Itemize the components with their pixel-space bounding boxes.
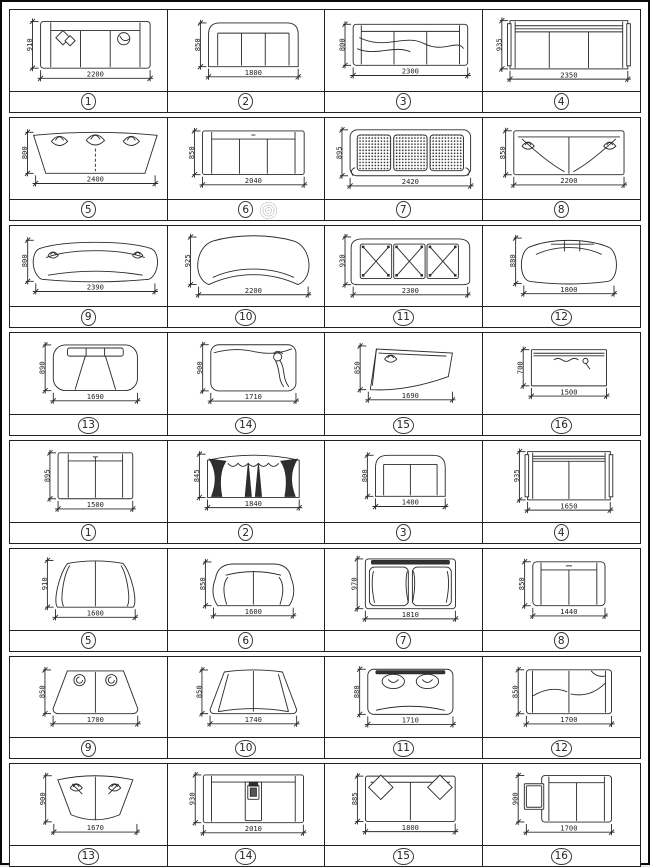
number-row	[10, 630, 640, 651]
sofa-drawing	[325, 118, 482, 199]
sofa-cell	[325, 10, 483, 91]
sofa-cell	[10, 657, 168, 738]
sofa-drawing	[10, 118, 167, 199]
drawing-row	[10, 226, 640, 307]
drawing-row	[10, 118, 640, 199]
sofa-cell	[483, 549, 641, 630]
width-dim-label: 1650	[559, 501, 578, 511]
blocks-table	[9, 9, 641, 863]
item-number-badge: 6	[238, 201, 253, 218]
width-dim-label: 1500	[86, 500, 104, 510]
sofa-cell	[168, 441, 326, 522]
drawing-row	[10, 333, 640, 414]
width-dim-label: 1700	[86, 714, 104, 724]
width-dim-label: 1670	[86, 823, 104, 833]
item-number-badge: 4	[554, 524, 569, 541]
height-dim-label: 880	[507, 253, 517, 267]
item-number-badge: 8	[554, 201, 569, 218]
sofa-cell	[168, 10, 326, 91]
height-dim-label: 910	[39, 577, 49, 591]
sofa-cell	[325, 764, 483, 845]
sofa-cell	[325, 441, 483, 522]
width-dim-label: 2350	[559, 70, 578, 80]
sofa-drawing	[10, 10, 167, 91]
item-number-badge: 4	[554, 93, 569, 110]
item-number-cell	[10, 92, 168, 112]
width-dim-label: 1800	[244, 67, 262, 77]
sofa-drawing	[168, 118, 325, 199]
height-dim-label: 800	[19, 146, 29, 160]
sofa-drawing	[168, 764, 325, 845]
sofa-drawing	[483, 10, 641, 91]
sofa-cell	[483, 226, 641, 307]
item-number-badge: 7	[396, 201, 411, 218]
sofa-cell	[483, 118, 641, 199]
row-group	[9, 332, 641, 436]
sofa-drawing	[10, 441, 167, 522]
height-dim-label: 850	[192, 38, 202, 52]
sofa-drawing	[483, 226, 641, 307]
height-dim-label: 910	[24, 38, 34, 52]
drawing-row	[10, 441, 640, 522]
item-number-cell	[168, 415, 326, 435]
item-number-cell	[10, 415, 168, 435]
item-number-badge: 16	[551, 417, 572, 434]
item-number-cell	[168, 200, 326, 220]
row-group	[9, 9, 641, 113]
item-number-badge: 15	[393, 417, 414, 434]
row-group	[9, 656, 641, 760]
sofa-drawing	[168, 657, 325, 738]
sofa-cell	[10, 118, 168, 199]
number-row	[10, 306, 640, 327]
sofa-drawing	[10, 226, 167, 307]
width-dim-label: 1600	[244, 606, 262, 616]
sofa-cell	[10, 226, 168, 307]
sofa-drawing	[483, 657, 641, 738]
number-row	[10, 199, 640, 220]
item-number-cell	[10, 307, 168, 327]
item-number-cell	[168, 523, 326, 543]
height-dim-label: 700	[515, 361, 525, 375]
sofa-cell	[10, 441, 168, 522]
width-dim-label: 1500	[559, 387, 578, 397]
height-dim-label: 850	[516, 577, 526, 591]
item-number-cell	[168, 738, 326, 758]
row-group	[9, 117, 641, 221]
height-dim-label: 850	[193, 685, 203, 698]
sofa-cell	[10, 10, 168, 91]
width-dim-label: 1710	[401, 715, 419, 725]
item-number-badge: 1	[81, 93, 96, 110]
item-number-cell	[325, 631, 483, 651]
width-dim-label: 2200	[86, 69, 104, 79]
sofa-drawing	[168, 10, 325, 91]
sofa-cell	[325, 226, 483, 307]
sofa-cell	[483, 333, 641, 414]
width-dim-label: 2200	[244, 285, 262, 295]
sofa-drawing	[325, 764, 482, 845]
drawing-row	[10, 764, 640, 845]
item-number-cell	[325, 738, 483, 758]
item-number-cell	[10, 738, 168, 758]
sofa-cell	[483, 657, 641, 738]
sofa-cell	[168, 657, 326, 738]
watermark-stamp	[259, 201, 278, 220]
item-number-badge: 3	[396, 524, 411, 541]
sofa-cell	[168, 764, 326, 845]
item-number-badge: 13	[78, 848, 99, 865]
item-number-cell	[10, 523, 168, 543]
item-number-badge: 12	[551, 740, 572, 757]
height-dim-label: 895	[334, 146, 344, 160]
item-number-cell	[483, 92, 641, 112]
item-number-badge: 12	[551, 309, 572, 326]
number-row	[10, 91, 640, 112]
item-number-cell	[168, 307, 326, 327]
sofa-cell	[483, 441, 641, 522]
number-row	[10, 737, 640, 758]
width-dim-label: 2300	[401, 66, 419, 76]
item-number-cell	[325, 92, 483, 112]
row-group	[9, 225, 641, 329]
sofa-cell	[325, 333, 483, 414]
sofa-drawing	[483, 764, 641, 845]
sofa-cell	[168, 226, 326, 307]
sofa-drawing	[168, 333, 325, 414]
sofa-drawing	[10, 549, 167, 630]
item-number-cell	[483, 307, 641, 327]
item-number-cell	[10, 846, 168, 866]
height-dim-label: 935	[511, 469, 521, 483]
height-dim-label: 845	[191, 469, 201, 483]
item-number-badge: 14	[235, 417, 256, 434]
item-number-badge: 6	[238, 632, 253, 649]
drawing-row	[10, 657, 640, 738]
sofa-cell	[10, 549, 168, 630]
height-dim-label: 850	[352, 361, 362, 375]
row-group	[9, 548, 641, 652]
sofa-cell	[325, 118, 483, 199]
height-dim-label: 890	[37, 361, 47, 375]
item-number-cell	[483, 846, 641, 866]
item-number-badge: 10	[235, 309, 256, 326]
height-dim-label: 900	[38, 792, 48, 806]
height-dim-label: 925	[182, 253, 192, 267]
item-number-badge: 10	[235, 740, 256, 757]
sofa-drawing	[325, 549, 482, 630]
sofa-drawing	[483, 333, 641, 414]
height-dim-label: 970	[349, 577, 359, 591]
item-number-badge: 5	[81, 632, 96, 649]
width-dim-label: 1810	[401, 609, 419, 619]
height-dim-label: 900	[194, 361, 204, 375]
item-number-badge: 11	[393, 740, 414, 757]
height-dim-label: 930	[337, 253, 347, 267]
item-number-badge: 16	[551, 848, 572, 865]
item-number-badge: 7	[396, 632, 411, 649]
item-number-cell	[10, 200, 168, 220]
height-dim-label: 850	[37, 685, 47, 698]
item-number-badge: 9	[81, 740, 96, 757]
height-dim-label: 800	[20, 253, 30, 267]
item-number-badge: 8	[554, 632, 569, 649]
height-dim-label: 885	[349, 792, 359, 806]
width-dim-label: 1740	[244, 714, 262, 724]
sofa-drawing	[10, 333, 167, 414]
sofa-cell	[10, 764, 168, 845]
width-dim-label: 1600	[86, 608, 104, 618]
item-number-badge: 15	[393, 848, 414, 865]
sofa-drawing	[168, 549, 325, 630]
item-number-cell	[10, 631, 168, 651]
height-dim-label: 895	[42, 469, 52, 483]
item-number-cell	[168, 92, 326, 112]
sofa-cell	[168, 333, 326, 414]
item-number-cell	[325, 846, 483, 866]
sofa-drawing	[325, 441, 482, 522]
sofa-drawing	[483, 118, 641, 199]
sofa-drawing	[483, 549, 641, 630]
height-dim-label: 935	[493, 38, 503, 52]
sofa-drawing	[325, 333, 482, 414]
width-dim-label: 1800	[559, 284, 578, 294]
sofa-drawing	[325, 10, 482, 91]
item-number-cell	[325, 200, 483, 220]
width-dim-label: 2010	[244, 824, 262, 834]
width-dim-label: 1400	[401, 497, 419, 507]
width-dim-label: 2300	[401, 285, 419, 295]
drawing-row	[10, 549, 640, 630]
row-group	[9, 440, 641, 544]
height-dim-label: 800	[359, 469, 369, 483]
drawing-row	[10, 10, 640, 91]
sofa-drawing	[10, 657, 167, 738]
item-number-badge: 11	[393, 309, 414, 326]
item-number-badge: 1	[81, 524, 96, 541]
number-row	[10, 845, 640, 866]
sofa-cell	[10, 333, 168, 414]
item-number-cell	[483, 415, 641, 435]
height-dim-label: 850	[510, 685, 520, 698]
sofa-drawing	[168, 226, 325, 307]
width-dim-label: 2400	[86, 174, 104, 184]
sofa-drawing	[483, 441, 641, 522]
item-number-cell	[483, 523, 641, 543]
item-number-badge: 5	[81, 201, 96, 218]
item-number-badge: 3	[396, 93, 411, 110]
item-number-cell	[325, 415, 483, 435]
height-dim-label: 850	[497, 146, 507, 160]
sofa-drawing	[10, 764, 167, 845]
width-dim-label: 1840	[244, 498, 262, 508]
height-dim-label: 850	[186, 146, 196, 160]
width-dim-label: 1800	[401, 823, 419, 833]
height-dim-label: 800	[337, 38, 347, 52]
item-number-badge: 2	[238, 93, 253, 110]
sofa-cell	[483, 764, 641, 845]
item-number-badge: 2	[238, 524, 253, 541]
width-dim-label: 1710	[244, 392, 262, 402]
width-dim-label: 2420	[401, 176, 419, 186]
width-dim-label: 1690	[401, 391, 419, 401]
row-group	[9, 763, 641, 867]
item-number-cell	[325, 307, 483, 327]
number-row	[10, 522, 640, 543]
number-row	[10, 414, 640, 435]
height-dim-label: 930	[187, 792, 197, 806]
sofa-drawing	[168, 441, 325, 522]
width-dim-label: 1690	[86, 392, 104, 402]
width-dim-label: 1700	[559, 714, 578, 724]
sofa-drawing	[325, 657, 482, 738]
sofa-cell	[483, 10, 641, 91]
width-dim-label: 1440	[559, 607, 578, 617]
sofa-drawing	[325, 226, 482, 307]
item-number-badge: 13	[78, 417, 99, 434]
item-number-cell	[168, 631, 326, 651]
height-dim-label: 850	[197, 577, 207, 591]
item-number-badge: 9	[81, 309, 96, 326]
item-number-cell	[168, 846, 326, 866]
width-dim-label: 2390	[86, 282, 104, 292]
sofa-cell	[168, 118, 326, 199]
item-number-cell	[483, 200, 641, 220]
sofa-cell	[325, 657, 483, 738]
height-dim-label: 880	[352, 685, 362, 698]
item-number-cell	[325, 523, 483, 543]
item-number-cell	[483, 738, 641, 758]
item-number-badge: 14	[235, 848, 256, 865]
item-number-cell	[483, 631, 641, 651]
sofa-cell	[325, 549, 483, 630]
width-dim-label: 1700	[559, 823, 578, 833]
height-dim-label: 900	[510, 792, 520, 806]
width-dim-label: 2200	[559, 175, 578, 185]
sofa-cell	[168, 549, 326, 630]
width-dim-label: 2040	[244, 175, 262, 185]
